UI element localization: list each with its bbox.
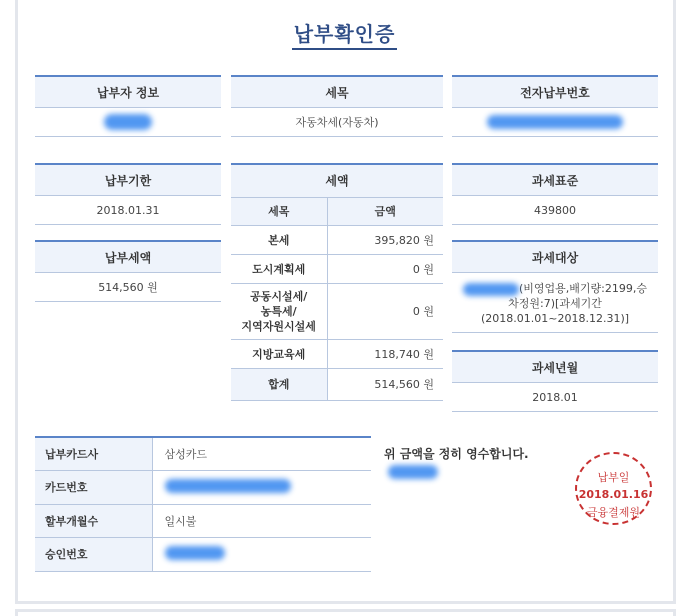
tax-item-label: 세목 bbox=[231, 77, 443, 108]
tax-period-label: 과세년월 bbox=[452, 352, 658, 383]
tax-row-amount: 395,820 원 bbox=[327, 225, 443, 254]
due-date-value: 2018.01.31 bbox=[35, 196, 221, 225]
receipt-statement: 위 금액을 정히 영수합니다. bbox=[384, 447, 529, 461]
redacted-receiver bbox=[388, 465, 438, 479]
e-payment-number-box bbox=[452, 75, 658, 137]
tax-total-label: 합계 bbox=[231, 368, 327, 400]
installment-value: 일시불 bbox=[152, 504, 371, 538]
tax-item-value: 자동차세(자동차) bbox=[231, 108, 443, 137]
tax-total-amount: 514,560 원 bbox=[327, 368, 443, 400]
approval-number-label: 승인번호 bbox=[35, 538, 152, 572]
tax-object-label: 과세대상 bbox=[452, 242, 658, 273]
next-section-frame bbox=[15, 609, 676, 616]
redacted-card-number bbox=[165, 479, 291, 493]
stamp-date: 2018.01.16 bbox=[578, 488, 649, 501]
table-row bbox=[35, 471, 371, 505]
tax-object-box bbox=[452, 240, 658, 333]
redacted-payment-number bbox=[487, 115, 623, 129]
tax-table-col-item: 세목 bbox=[231, 197, 327, 225]
due-date-box bbox=[35, 163, 221, 225]
card-company-value: 삼성카드 bbox=[152, 437, 371, 471]
tax-table-title: 세액 bbox=[231, 164, 443, 197]
approval-number-value bbox=[152, 538, 371, 572]
table-row bbox=[35, 504, 371, 538]
receipt-redaction bbox=[388, 465, 438, 482]
redacted-approval-number bbox=[165, 546, 225, 560]
tax-period-box bbox=[452, 350, 658, 412]
installment-label: 할부개월수 bbox=[35, 504, 152, 538]
table-row bbox=[231, 225, 443, 254]
redacted-payer bbox=[104, 114, 152, 130]
payer-info-box bbox=[35, 75, 221, 137]
tax-row-amount: 0 원 bbox=[327, 254, 443, 283]
table-row bbox=[35, 437, 371, 471]
e-payment-number-value bbox=[452, 108, 658, 137]
page-title: 납부확인증 bbox=[0, 18, 689, 47]
table-row bbox=[231, 254, 443, 283]
payment-date-stamp bbox=[575, 452, 652, 525]
table-total-row bbox=[231, 368, 443, 400]
card-company-label: 납부카드사 bbox=[35, 437, 152, 471]
due-date-label: 납부기한 bbox=[35, 165, 221, 196]
tax-row-item: 본세 bbox=[231, 225, 327, 254]
payer-info-label: 납부자 정보 bbox=[35, 77, 221, 108]
paid-amount-label: 납부세액 bbox=[35, 242, 221, 273]
tax-object-value: (비영업용,배기량:2199,승차정원:7)[과세기간(2018.01.01~2018.12.31)] bbox=[480, 282, 647, 325]
tax-row-item: 지방교육세 bbox=[231, 339, 327, 368]
tax-base-value: 439800 bbox=[452, 196, 658, 225]
tax-item-box bbox=[231, 75, 443, 137]
tax-base-box bbox=[452, 163, 658, 225]
tax-row-item: 도시계획세 bbox=[231, 254, 327, 283]
tax-row-amount: 0 원 bbox=[327, 283, 443, 339]
card-info-table bbox=[35, 436, 371, 572]
tax-period-value: 2018.01 bbox=[452, 383, 658, 412]
tax-row-item: 공동시설세/ 농특세/ 지역자원시설세 bbox=[231, 283, 327, 339]
paid-amount-box bbox=[35, 240, 221, 302]
redacted-vehicle bbox=[463, 283, 519, 296]
tax-base-label: 과세표준 bbox=[452, 165, 658, 196]
table-row bbox=[231, 283, 443, 339]
paid-amount-value: 514,560 원 bbox=[35, 273, 221, 302]
tax-object-value-wrap bbox=[452, 273, 658, 333]
stamp-label: 납부일 bbox=[597, 471, 630, 484]
table-row bbox=[35, 538, 371, 572]
stamp-issuer: 금융결제원 bbox=[586, 506, 641, 519]
card-number-value bbox=[152, 471, 371, 505]
tax-amount-table bbox=[231, 163, 443, 401]
table-row bbox=[231, 339, 443, 368]
tax-table-col-amount: 금액 bbox=[327, 197, 443, 225]
payer-info-value bbox=[35, 108, 221, 137]
card-number-label: 카드번호 bbox=[35, 471, 152, 505]
tax-row-amount: 118,740 원 bbox=[327, 339, 443, 368]
e-payment-number-label: 전자납부번호 bbox=[452, 77, 658, 108]
